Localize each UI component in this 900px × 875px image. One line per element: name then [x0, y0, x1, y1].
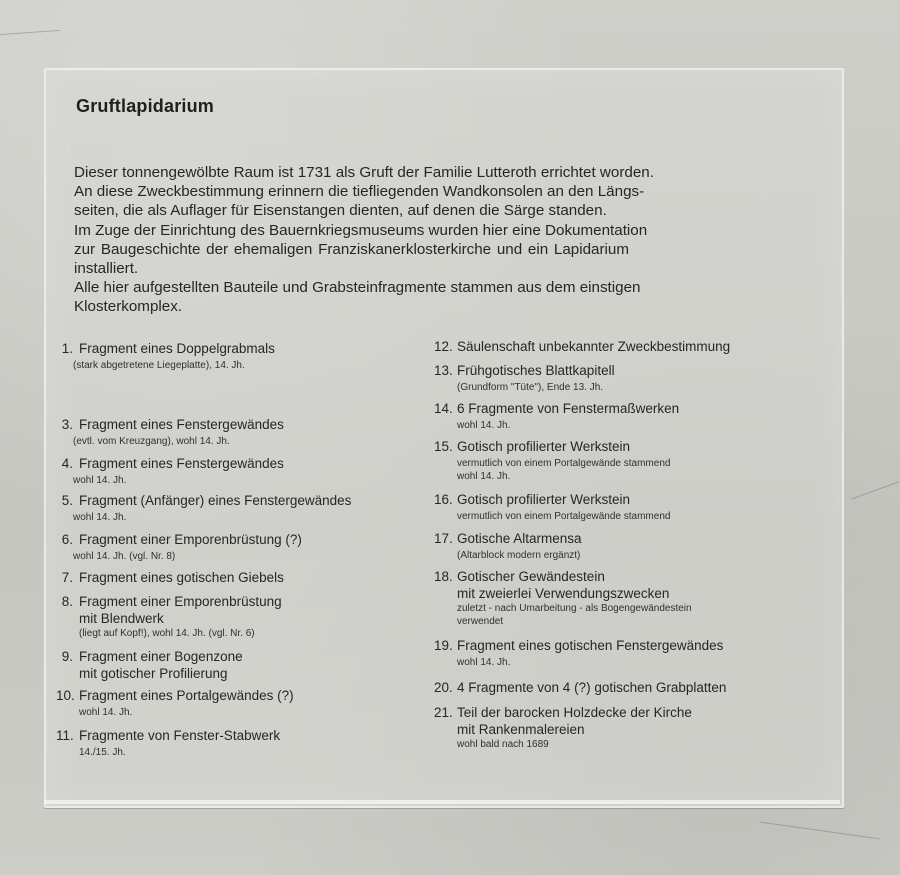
intro-line: An diese Zweckbestimmung erinnern die tiefliegenden Wandkonsolen an den Längs- [74, 183, 645, 201]
item-number: 7. [61, 570, 73, 585]
intro-line: seiten, die als Auflager für Eisenstangen dienten, auf denen die Särge standen. [74, 202, 607, 220]
item-continuation: mit Rankenmalereien [457, 722, 585, 737]
item-label: Fragment einer Emporenbrüstung [79, 594, 282, 609]
list-item [434, 704, 692, 750]
item-label: Fragment eines gotischen Giebels [79, 570, 284, 585]
list-item [434, 491, 670, 522]
list-item [434, 637, 723, 668]
item-label: Teil der barocken Holzdecke der Kirche [457, 705, 692, 720]
item-note: (Altarblock modern ergänzt) [457, 550, 581, 561]
intro-line: Im Zuge der Einrichtung des Bauernkriegsmuseums wurden hier eine Dokumentation [74, 221, 648, 239]
item-note: (evtl. vom Kreuzgang), wohl 14. Jh. [73, 436, 230, 447]
list-item [434, 400, 679, 431]
list-item [434, 568, 692, 627]
intro-line: Alle hier aufgestellten Bauteile und Grabsteinfragmente stammen aus dem einstigen [74, 279, 641, 297]
item-label: Frühgotisches Blattkapitell [457, 363, 615, 378]
item-note: wohl 14. Jh. [457, 471, 511, 482]
list-item [56, 569, 284, 587]
list-item [434, 362, 615, 393]
item-note: wohl 14. Jh. [457, 657, 511, 668]
item-note: zuletzt - nach Umarbeitung - als Bogengewändestein [457, 603, 692, 614]
item-number: 6. [61, 532, 73, 547]
list-item [56, 492, 351, 523]
item-label: Fragmente von Fenster-Stabwerk [79, 728, 281, 743]
intro-line: zur Baugeschichte der ehemaligen Franziskanerklosterkirche und ein Lapidarium [74, 240, 630, 258]
plate-bottom-edge [44, 800, 840, 804]
item-note: wohl bald nach 1689 [457, 739, 549, 750]
intro-line: Dieser tonnengewölbte Raum ist 1731 als Gruft der Familie Lutteroth errichtet worden. [74, 164, 654, 181]
item-label: Fragment eines gotischen Fenstergewändes [457, 638, 724, 653]
item-label: Gotisch profilierter Werkstein [457, 439, 631, 454]
item-label: Fragment eines Fenstergewändes [79, 456, 284, 471]
item-note: vermutlich von einem Portalgewände stammend [457, 511, 671, 522]
item-number: 16. [434, 492, 453, 507]
list-item [434, 438, 670, 482]
list-item [56, 687, 294, 718]
item-number: 8. [61, 594, 73, 609]
item-note: wohl 14. Jh. [73, 512, 127, 523]
item-label: Fragment eines Fenstergewändes [79, 417, 284, 432]
intro-line: Klosterkomplex. [74, 298, 183, 316]
item-continuation: mit Blendwerk [79, 611, 164, 626]
item-note: wohl 14. Jh. [457, 420, 511, 431]
list-item [56, 340, 275, 371]
item-number: 21. [434, 705, 453, 720]
item-label: 4 Fragmente von 4 (?) gotischen Grabplatten [457, 680, 727, 695]
item-number: 14. [434, 401, 453, 416]
item-continuation: mit gotischer Profilierung [79, 666, 228, 681]
item-label: Gotisch profilierter Werkstein [457, 492, 631, 507]
item-label: Fragment einer Bogenzone [79, 649, 243, 664]
list-item [56, 648, 243, 681]
item-number: 11. [56, 728, 74, 743]
item-label: Gotischer Gewändestein [457, 569, 605, 584]
item-label: Fragment eines Doppelgrabmals [79, 341, 275, 356]
intro-paragraph [74, 163, 809, 317]
item-label: Säulenschaft unbekannter Zweckbestimmung [457, 339, 731, 354]
item-number: 9. [61, 649, 73, 664]
item-label: Fragment eines Portalgewändes (?) [79, 688, 294, 703]
item-number: 18. [434, 569, 453, 584]
list-item [434, 679, 726, 697]
item-note: 14./15. Jh. [79, 747, 126, 758]
item-number: 13. [434, 363, 453, 378]
item-note: verwendet [457, 616, 504, 627]
item-label: 6 Fragmente von Fenstermaßwerken [457, 401, 680, 416]
item-number: 19. [434, 638, 453, 653]
item-number: 3. [61, 417, 73, 432]
list-item [434, 338, 730, 356]
item-label: Gotische Altarmensa [457, 531, 582, 546]
item-number: 15. [434, 439, 453, 454]
item-number: 4. [61, 456, 73, 471]
item-number: 5. [61, 493, 73, 508]
list-item [56, 593, 282, 639]
intro-line: installiert. [74, 260, 139, 278]
item-note: (stark abgetretene Liegeplatte), 14. Jh. [73, 360, 245, 371]
list-item [56, 531, 302, 562]
item-note: wohl 14. Jh. [73, 475, 127, 486]
item-number: 20. [434, 680, 453, 695]
item-label: Fragment einer Emporenbrüstung (?) [79, 532, 302, 547]
item-note: wohl 14. Jh. (vgl. Nr. 8) [73, 551, 176, 562]
item-note: wohl 14. Jh. [79, 707, 133, 718]
list-item [434, 530, 582, 561]
item-number: 17. [434, 531, 453, 546]
item-note: vermutlich von einem Portalgewände stammend [457, 458, 671, 469]
item-number: 10. [56, 688, 75, 703]
item-number: 1. [61, 341, 73, 356]
list-item [56, 416, 284, 447]
item-note: (liegt auf Kopf!), wohl 14. Jh. (vgl. Nr. 6) [79, 628, 255, 639]
item-number: 12. [434, 339, 453, 354]
list-item [56, 727, 280, 758]
sign-title: Gruftlapidarium [76, 96, 215, 116]
item-note: (Grundform "Tüte"), Ende 13. Jh. [457, 382, 604, 393]
item-label: Fragment (Anfänger) eines Fenstergewändes [79, 493, 352, 508]
item-continuation: mit zweierlei Verwendungszwecken [457, 586, 670, 601]
list-item [56, 455, 284, 486]
